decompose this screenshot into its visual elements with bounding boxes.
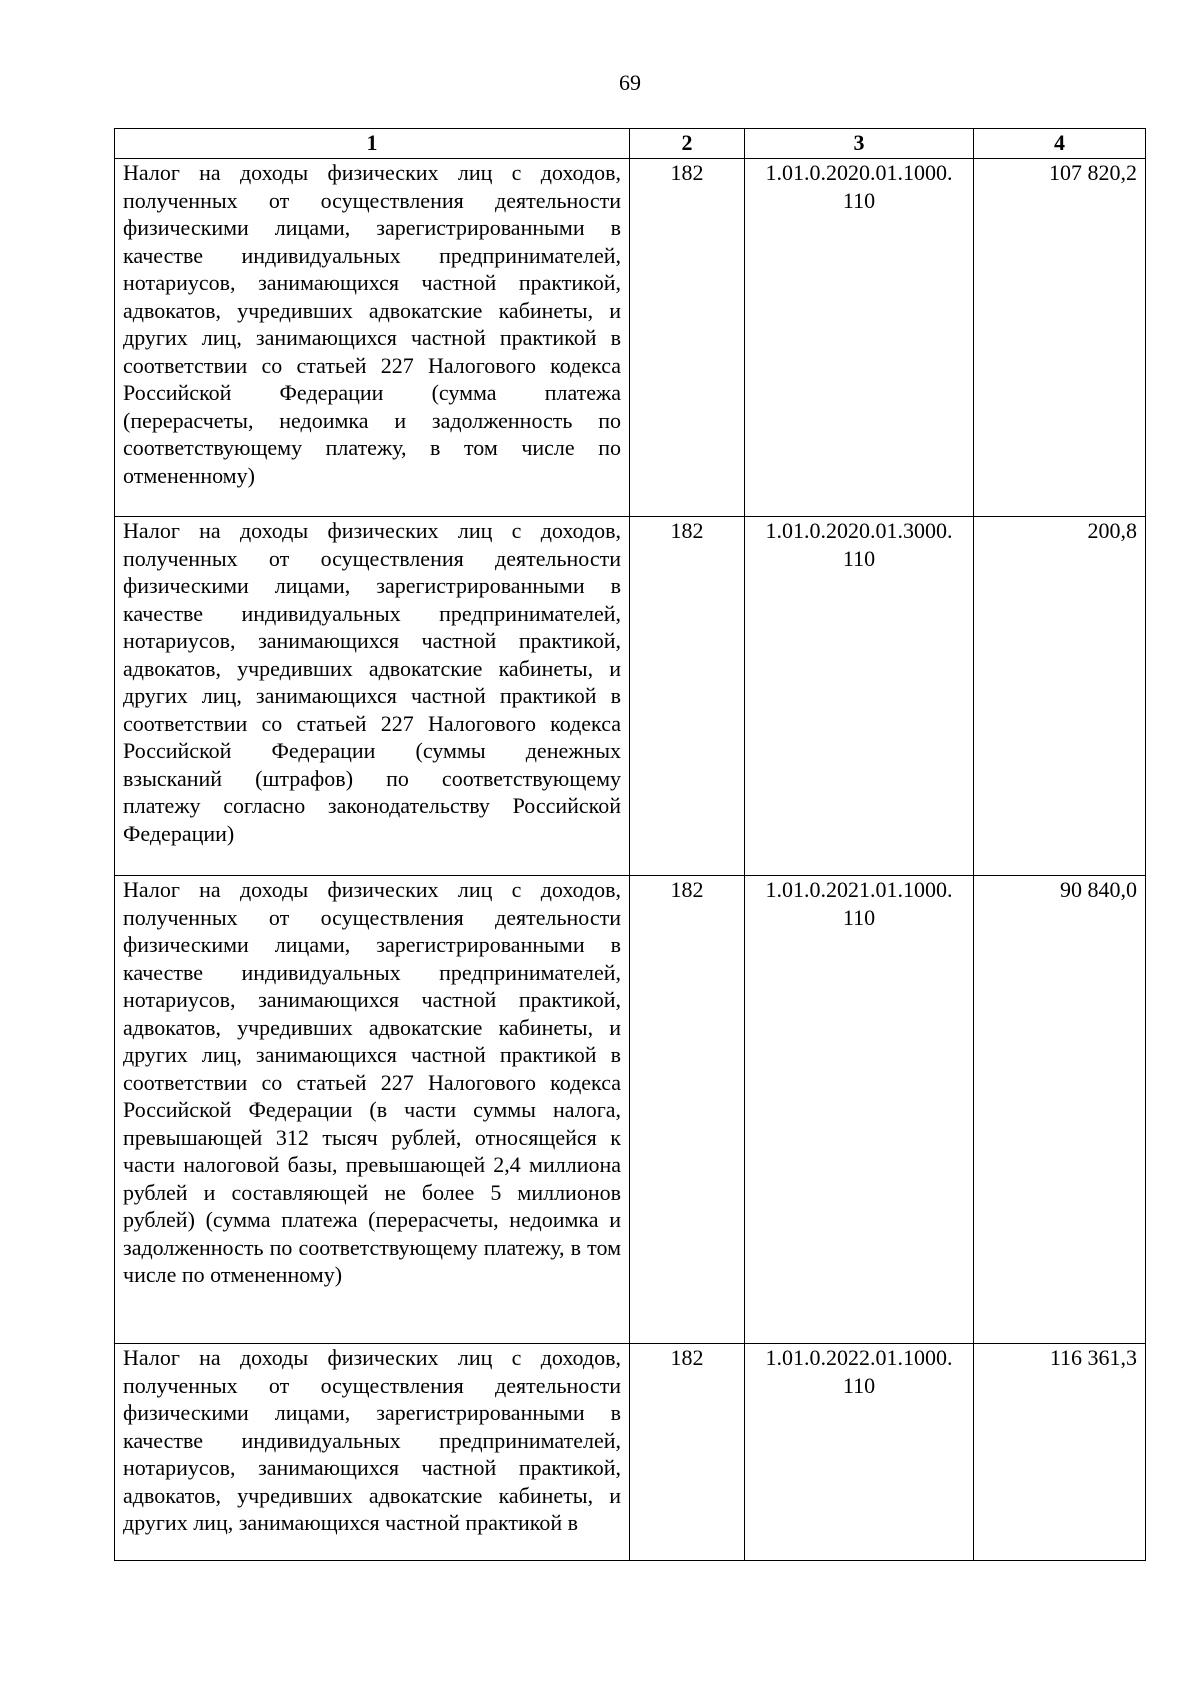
amount-cell: 90 840,0 bbox=[974, 876, 1146, 1344]
revenue-name-cell: Налог на доходы физических лиц с доходов, полученных от осуществления деятельности физическими лицами, зарегистрированными в качестве индивидуальных предпринимателей, нотариусов, занимающихся частной практикой, адвокатов, учредивших адвокатские кабинеты, и других лиц, занимающихся частной практикой в соответствии со статьей 227 Налогового кодекса Российской Федерации (в части суммы налога, превышающей 312 тысяч рублей, относящейся к части налоговой базы, превышающей 2,4 миллиона рублей и составляющей не более 5 миллионов рублей) (сумма платежа (перерасчеты, недоимка и задолженность по соответствующему платежу, в том числе по отмененному) bbox=[115, 876, 630, 1344]
column-header-3: 3 bbox=[745, 129, 974, 159]
column-header-4: 4 bbox=[974, 129, 1146, 159]
classification-code-cell bbox=[745, 1344, 974, 1561]
classification-code-suffix: 110 bbox=[842, 904, 876, 930]
revenue-name-cell: Налог на доходы физических лиц с доходов, полученных от осуществления деятельности физическими лицами, зарегистрированными в качестве индивидуальных предпринимателей, нотариусов, занимающихся частной практикой, адвокатов, учредивших адвокатские кабинеты, и других лиц, занимающихся частной практикой в соответствии со статьей 227 Налогового кодекса Российской Федерации (сумма платежа (перерасчеты, недоимка и задолженность по соответствующему платежу, в том числе по отмененному) bbox=[115, 159, 630, 517]
table-row bbox=[115, 876, 1146, 1344]
classification-code-suffix: 110 bbox=[842, 187, 876, 213]
classification-code-line: 1.01.0.2020.01.1000. bbox=[765, 160, 953, 185]
classification-code-cell bbox=[745, 517, 974, 876]
table-row bbox=[115, 1344, 1146, 1561]
classification-code-suffix: 110 bbox=[842, 545, 876, 571]
administrator-code-cell: 182 bbox=[630, 517, 745, 876]
classification-code-suffix: 110 bbox=[842, 1372, 876, 1398]
table-header-row bbox=[115, 129, 1146, 159]
administrator-code-cell: 182 bbox=[630, 876, 745, 1344]
classification-code-line: 1.01.0.2020.01.3000. bbox=[765, 518, 953, 543]
revenue-name-cell: Налог на доходы физических лиц с доходов, полученных от осуществления деятельности физическими лицами, зарегистрированными в качестве индивидуальных предпринимателей, нотариусов, занимающихся частной практикой, адвокатов, учредивших адвокатские кабинеты, и других лиц, занимающихся частной практикой в соответствии со статьей 227 Налогового кодекса Российской Федерации (суммы денежных взысканий (штрафов) по соответствующему платежу согласно законодательству Российской Федерации) bbox=[115, 517, 630, 876]
amount-cell: 116 361,3 bbox=[974, 1344, 1146, 1561]
classification-code-cell bbox=[745, 159, 974, 517]
amount-cell: 200,8 bbox=[974, 517, 1146, 876]
column-header-2: 2 bbox=[630, 129, 745, 159]
administrator-code-cell: 182 bbox=[630, 159, 745, 517]
page-number: 69 bbox=[619, 70, 641, 95]
table-row bbox=[115, 517, 1146, 876]
budget-revenue-table bbox=[114, 128, 1146, 1561]
administrator-code-cell: 182 bbox=[630, 1344, 745, 1561]
revenue-name-cell: Налог на доходы физических лиц с доходов, полученных от осуществления деятельности физическими лицами, зарегистрированными в качестве индивидуальных предпринимателей, нотариусов, занимающихся частной практикой, адвокатов, учредивших адвокатские кабинеты, и других лиц, занимающихся частной практикой в bbox=[115, 1344, 630, 1561]
classification-code-line: 1.01.0.2021.01.1000. bbox=[765, 877, 953, 902]
classification-code-cell bbox=[745, 876, 974, 1344]
table-row bbox=[115, 159, 1146, 517]
column-header-1: 1 bbox=[115, 129, 630, 159]
classification-code-line: 1.01.0.2022.01.1000. bbox=[765, 1345, 953, 1370]
amount-cell: 107 820,2 bbox=[974, 159, 1146, 517]
